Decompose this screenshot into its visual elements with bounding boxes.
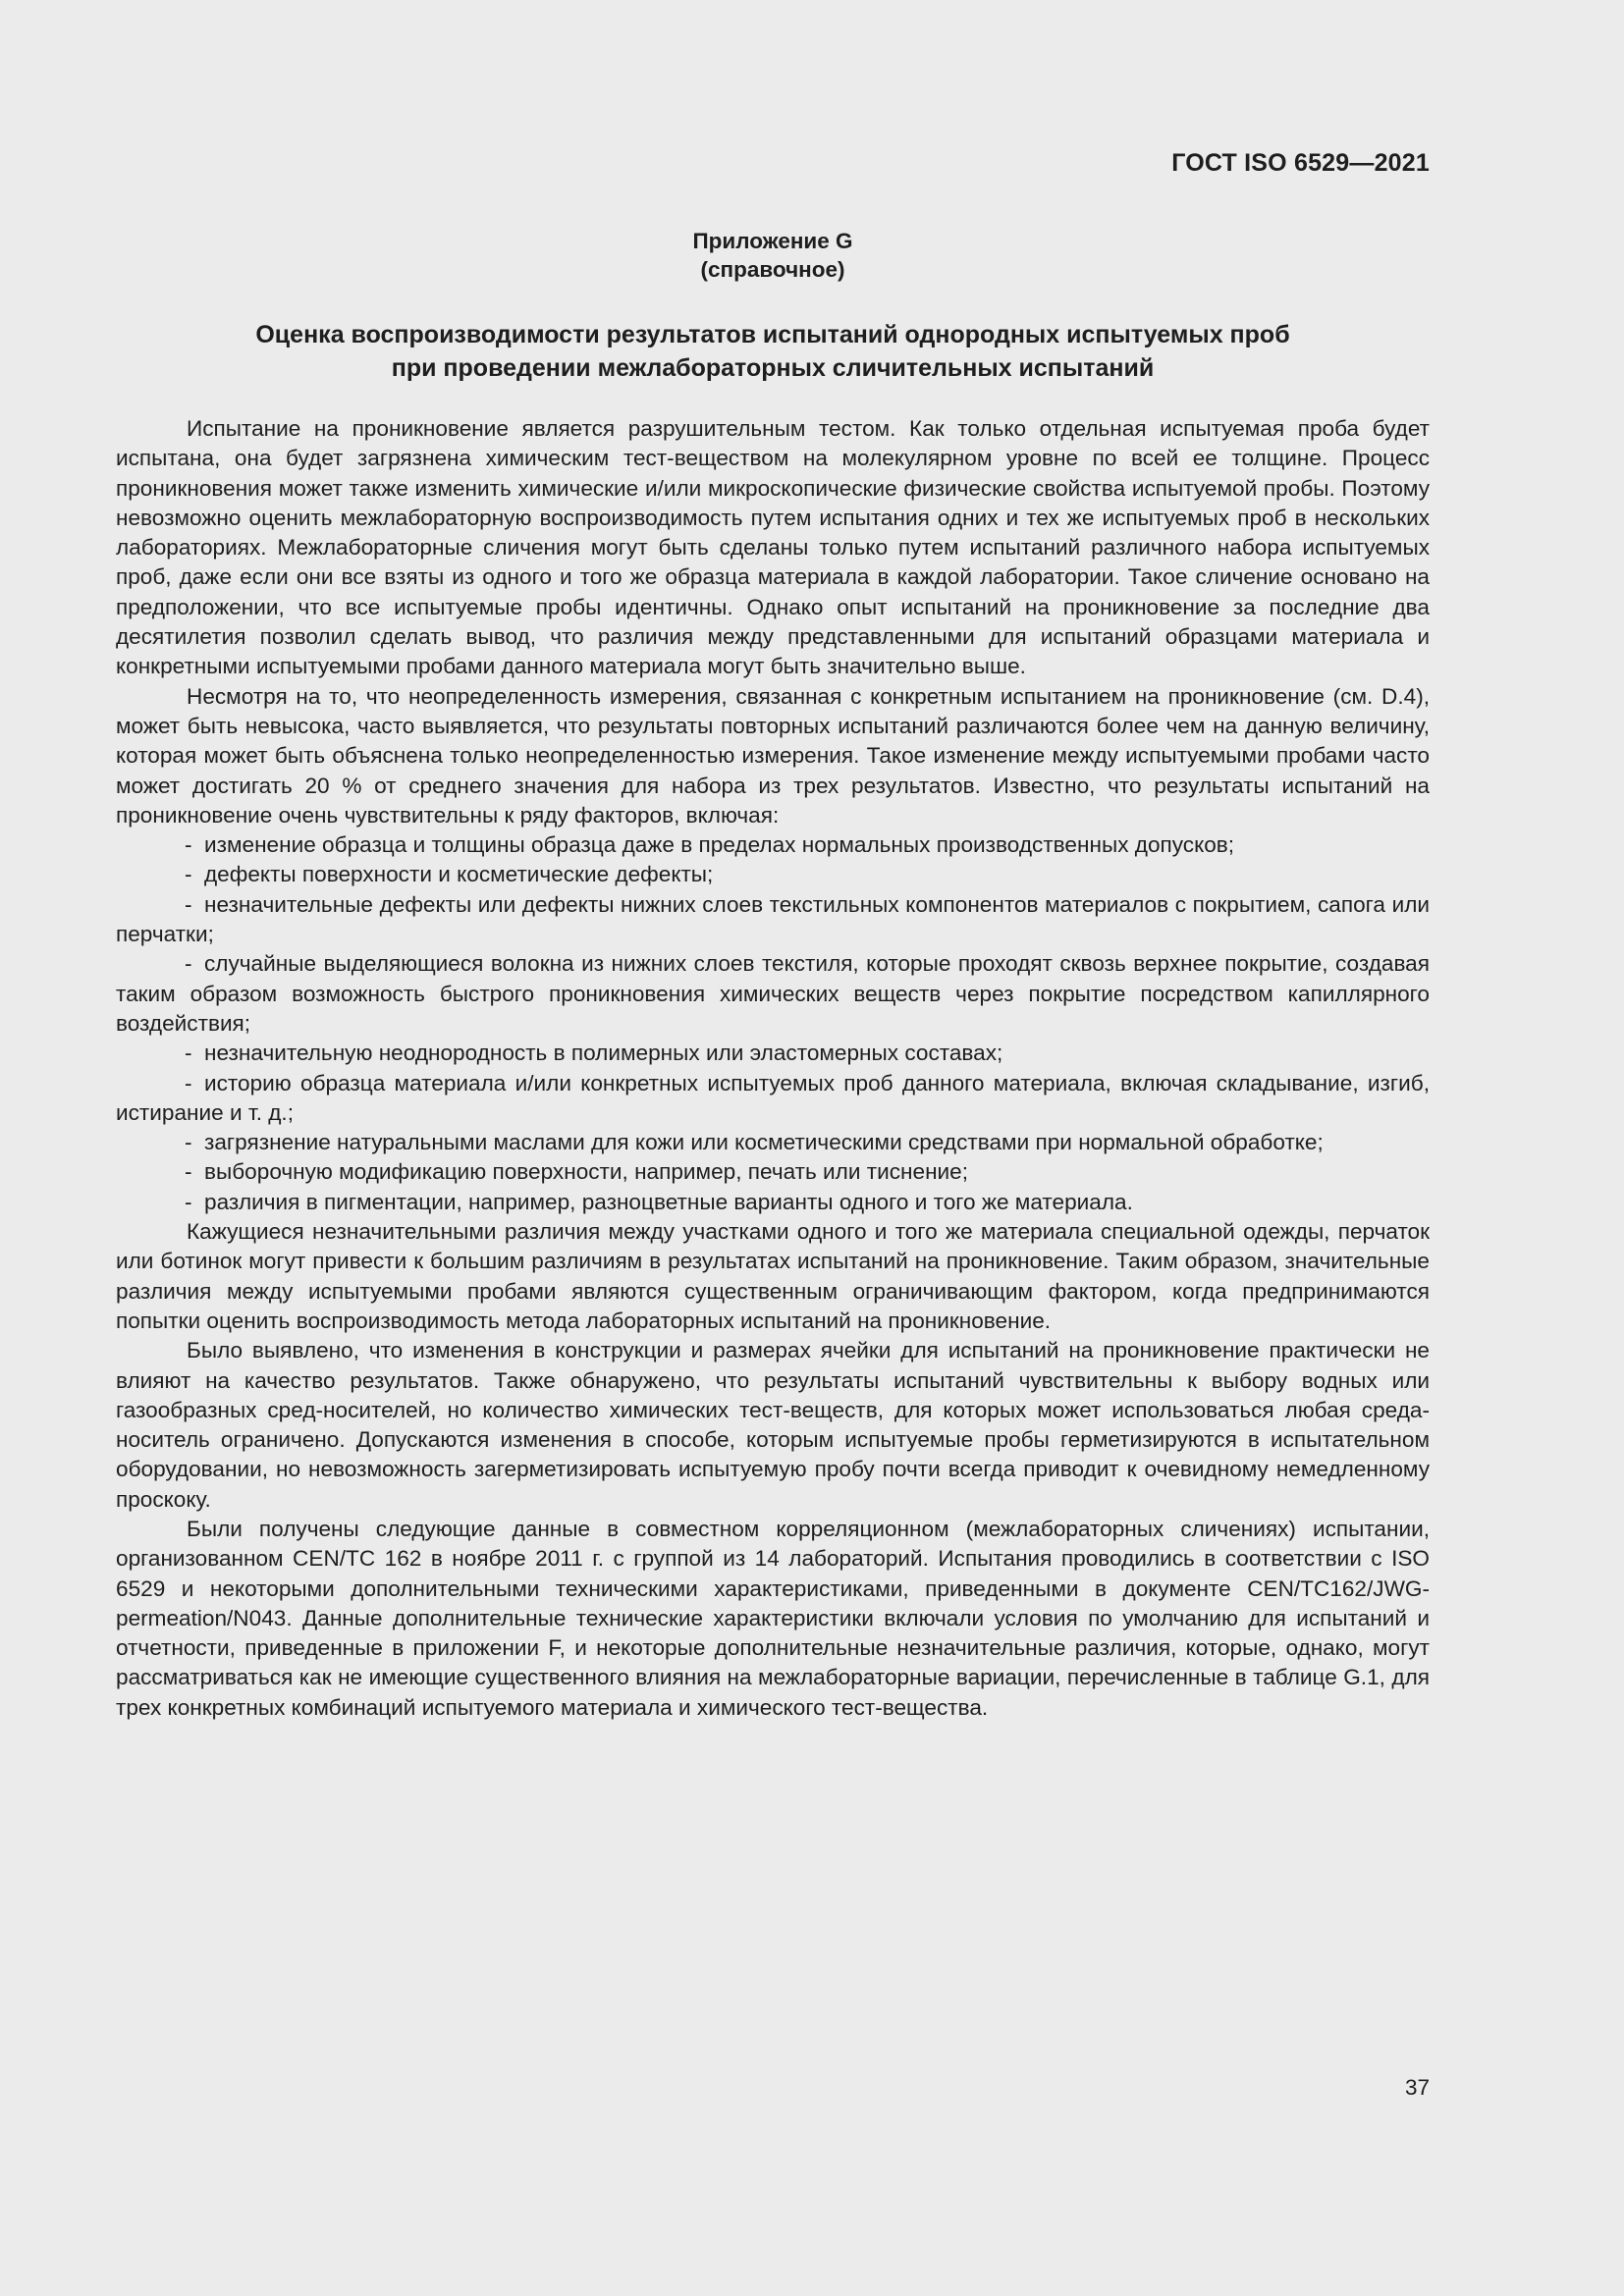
paragraph: Испытание на проникновение является разрушительным тестом. Как только отдельная испытуемая проба будет испытана, она будет загрязнена химическим тест-веществом на молекулярном уровне по всей ее толщине. Процесс проникновения может также изменить химические и/или микроскопические физические свойства испытуемой пробы. Поэтому невозможно оценить межлабораторную воспроизводимость путем испытания одних и тех же испытуемых проб в нескольких лабораториях. Межлабораторные сличения могут быть сделаны только путем испытаний различного набора испытуемых проб, даже если они все взяты из одного и того же образца материала в каждой лаборатории. Такое сличение основано на предположении, что все испытуемые пробы идентичны. Однако опыт испытаний на проникновение за последние два десятилетия позволил сделать вывод, что различия между представленными для испытаний образцами материала и конкретными испытуемыми пробами данного материала могут быть значительно выше. — [116, 416, 1430, 679]
list-item — [116, 1069, 1430, 1129]
list-dash: - — [185, 1189, 192, 1214]
list-dash: - — [185, 951, 192, 977]
paragraph: Кажущиеся незначительными различия между участками одного и того же материала специальной одежды, перчаток или ботинок могут привести к большим различиям в результатах испытаний на проникновение. Таким образом, значительные различия между испытуемыми пробами являются существенным ограничивающим фактором, когда предпринимаются попытки оценить воспроизводимость метода лабораторных испытаний на проникновение. — [116, 1219, 1430, 1333]
section-title-line-2: при проведении межлабораторных сличительных испытаний — [391, 354, 1155, 382]
list-item — [116, 830, 1430, 860]
list-item-text: дефекты поверхности и косметические дефекты; — [204, 862, 714, 887]
list-item — [116, 949, 1430, 1039]
list-item — [116, 890, 1430, 950]
list-item-text: незначительную неоднородность в полимерных или эластомерных составах; — [204, 1041, 1003, 1066]
list-dash: - — [185, 1070, 192, 1095]
appendix-heading — [116, 227, 1430, 284]
list-dash: - — [185, 862, 192, 887]
list-item — [116, 1188, 1430, 1217]
list-item — [116, 860, 1430, 889]
body-text — [116, 414, 1430, 1723]
list-item-text: выборочную модификацию поверхности, например, печать или тиснение; — [204, 1159, 969, 1185]
paragraph: Несмотря на то, что неопределенность измерения, связанная с конкретным испытанием на проникновение (см. D.4), может быть невысока, часто выявляется, что результаты повторных испытаний различаются более чем на данную величину, которая может быть объяснена только неопределенностью измерения. Такое изменение между испытуемыми пробами часто может достигать 20 % от среднего значения для набора из трех результатов. Известно, что результаты испытаний на проникновение очень чувствительны к ряду факторов, включая: — [116, 683, 1430, 828]
list-item-text: случайные выделяющиеся волокна из нижних слоев текстиля, которые проходят сквозь верхнее покрытие, создавая таким образом возможность быстрого проникновения химических веществ через покрытие посредством капиллярного воздействия; — [116, 951, 1430, 1036]
document-page — [116, 0, 1430, 2296]
standard-designation: ГОСТ ISO 6529—2021 — [1171, 149, 1430, 177]
list-item-text: загрязнение натуральными маслами для кожи или косметическими средствами при нормальной обработке; — [204, 1130, 1324, 1155]
page-number: 37 — [1404, 2075, 1430, 2100]
section-title-line-1: Оценка воспроизводимости результатов испытаний однородных испытуемых проб — [255, 321, 1290, 348]
list-item — [116, 1157, 1430, 1187]
list-item — [116, 1128, 1430, 1157]
list-item-text: различия в пигментации, например, разноцветные варианты одного и того же материала. — [204, 1189, 1133, 1214]
paragraph: Было выявлено, что изменения в конструкции и размерах ячейки для испытаний на проникновение практически не влияют на качество результатов. Также обнаружено, что результаты испытаний чувствительны к выбору водных или газообразных сред-носителей, но количество химических тест-веществ, для которых может использоваться любая среда-носитель ограничено. Допускаются изменения в способе, которым испытуемые пробы герметизируются в испытательном оборудовании, но невозможность загерметизировать испытуемую пробу почти всегда приводит к очевидному немедленному проскоку. — [116, 1338, 1430, 1512]
paragraph: Были получены следующие данные в совместном корреляционном (межлабораторных сличениях) испытании, организованном CEN/TC 162 в ноябре 2011 г. с группой из 14 лабораторий. Испытания проводились в соответствии с ISO 6529 и некоторыми дополнительными техническими характеристиками, приведенными в документе CEN/TC162/JWG-permeation/N043. Данные дополнительные технические характеристики включали условия по умолчанию для испытаний и отчетности, приведенные в приложении F, и некоторые дополнительные незначительные различия, которые, однако, могут рассматриваться как не имеющие существенного влияния на межлабораторные вариации, перечисленные в таблице G.1, для трех конкретных комбинаций испытуемого материала и химического тест-вещества. — [116, 1516, 1430, 1720]
list-dash: - — [185, 1041, 192, 1066]
section-title — [116, 318, 1430, 385]
appendix-label: Приложение G — [692, 229, 853, 253]
list-dash: - — [185, 891, 192, 917]
list-dash: - — [185, 1130, 192, 1155]
list-item-text: изменение образца и толщины образца даже в пределах нормальных производственных допусков; — [204, 832, 1235, 858]
list-dash: - — [185, 832, 192, 858]
list-item-text: историю образца материала и/или конкретных испытуемых проб данного материала, включая складывание, изгиб, истирание и т. д.; — [116, 1070, 1430, 1125]
list-dash: - — [185, 1159, 192, 1185]
appendix-type: (справочное) — [700, 257, 845, 282]
list-item — [116, 1039, 1430, 1068]
list-item-text: незначительные дефекты или дефекты нижних слоев текстильных компонентов материалов с покрытием, сапога или перчатки; — [116, 891, 1430, 947]
